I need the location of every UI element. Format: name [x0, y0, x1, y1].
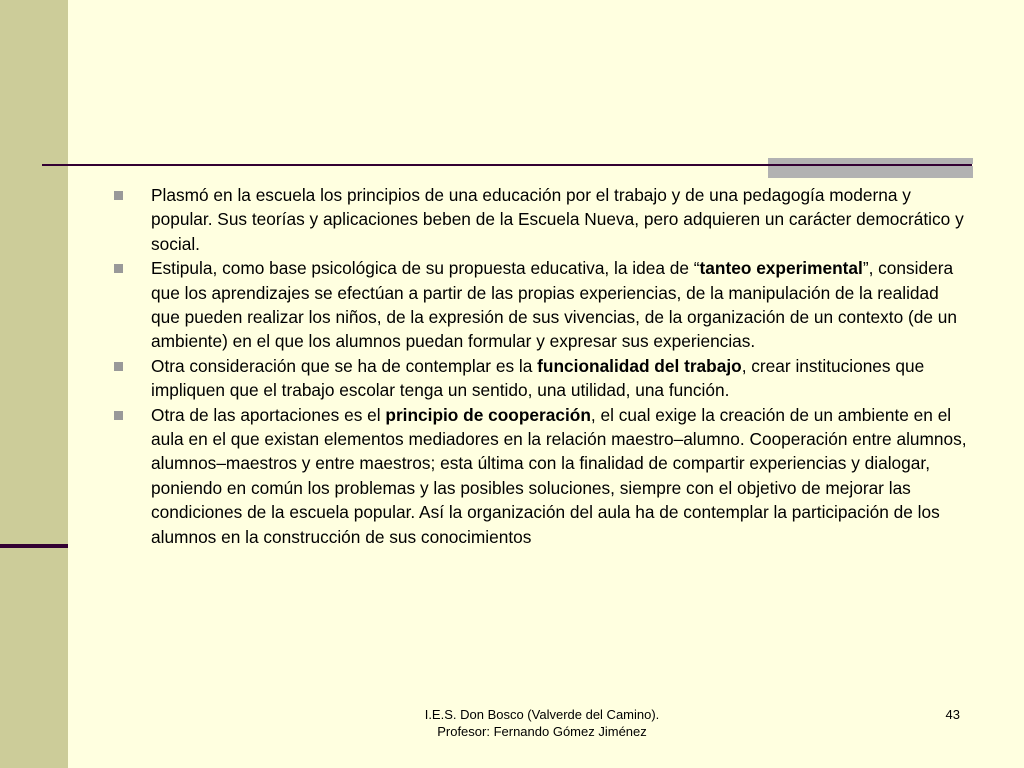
bullet-bold-term: tanteo experimental: [699, 258, 863, 279]
footer-school: I.E.S. Don Bosco (Valverde del Camino).: [424, 707, 660, 722]
slide-body: [108, 183, 968, 549]
footer-teacher: Profesor: Fernando Gómez Jiménez: [437, 724, 647, 739]
bullet-text: Plasmó en la escuela los principios de una educación por el trabajo y de una pedagogía moderna y popular. Sus teorías y aplicaciones beben de la Escuela Nueva, pero adquieren un carácter democrático y social.: [151, 185, 964, 254]
bullet-item-4: [108, 403, 968, 549]
bullet-text: , el cual exige la creación de un ambiente en el aula en el que existan elementos mediadores en la relación maestro–alumno. Cooperación entre alumnos, alumnos–maestros y entre maestros; esta última con la finalidad de compartir experiencias y dialogar, poniendo en común los problemas y las posibles soluciones, siempre con el objetivo de mejorar las condiciones de la escuela popular. Así la organización del aula ha de contemplar la participación de los alumnos en la construcción de sus conocimientos: [151, 404, 967, 547]
bullet-text: ”, considera que los aprendizajes se efectúan a partir de las propias experiencias, de la manipulación de la realidad que pueden realizar los niños, de la expresión de sus vivencias, de la organización de un contexto (de un ambiente) en el que los alumnos puedan formular y expresar sus experiencias.: [151, 258, 958, 352]
bullet-text: , crear instituciones que impliquen que el trabajo escolar tenga un sentido, una utilidad, una función.: [151, 355, 925, 401]
accent-bar: [768, 158, 973, 178]
square-bullet-icon: [114, 362, 123, 371]
square-bullet-icon: [114, 264, 123, 273]
bullet-item-1: [108, 183, 968, 256]
title-divider-line: [42, 164, 972, 166]
footer-credits: [362, 706, 722, 740]
bullet-text: Estipula, como base psicológica de su propuesta educativa, la idea de “: [151, 258, 700, 279]
left-decorative-band: [0, 0, 68, 768]
bullet-item-2: [108, 256, 968, 354]
bullet-bold-term: principio de cooperación: [385, 404, 591, 425]
slide-number: 43: [945, 707, 960, 722]
bullet-text: Otra de las aportaciones es el: [151, 404, 386, 425]
left-divider-line: [0, 544, 68, 548]
square-bullet-icon: [114, 191, 123, 200]
bullet-item-3: [108, 354, 968, 403]
bullet-bold-term: funcionalidad del trabajo: [537, 355, 742, 376]
square-bullet-icon: [114, 411, 123, 420]
bullet-text: Otra consideración que se ha de contemplar es la: [151, 355, 538, 376]
